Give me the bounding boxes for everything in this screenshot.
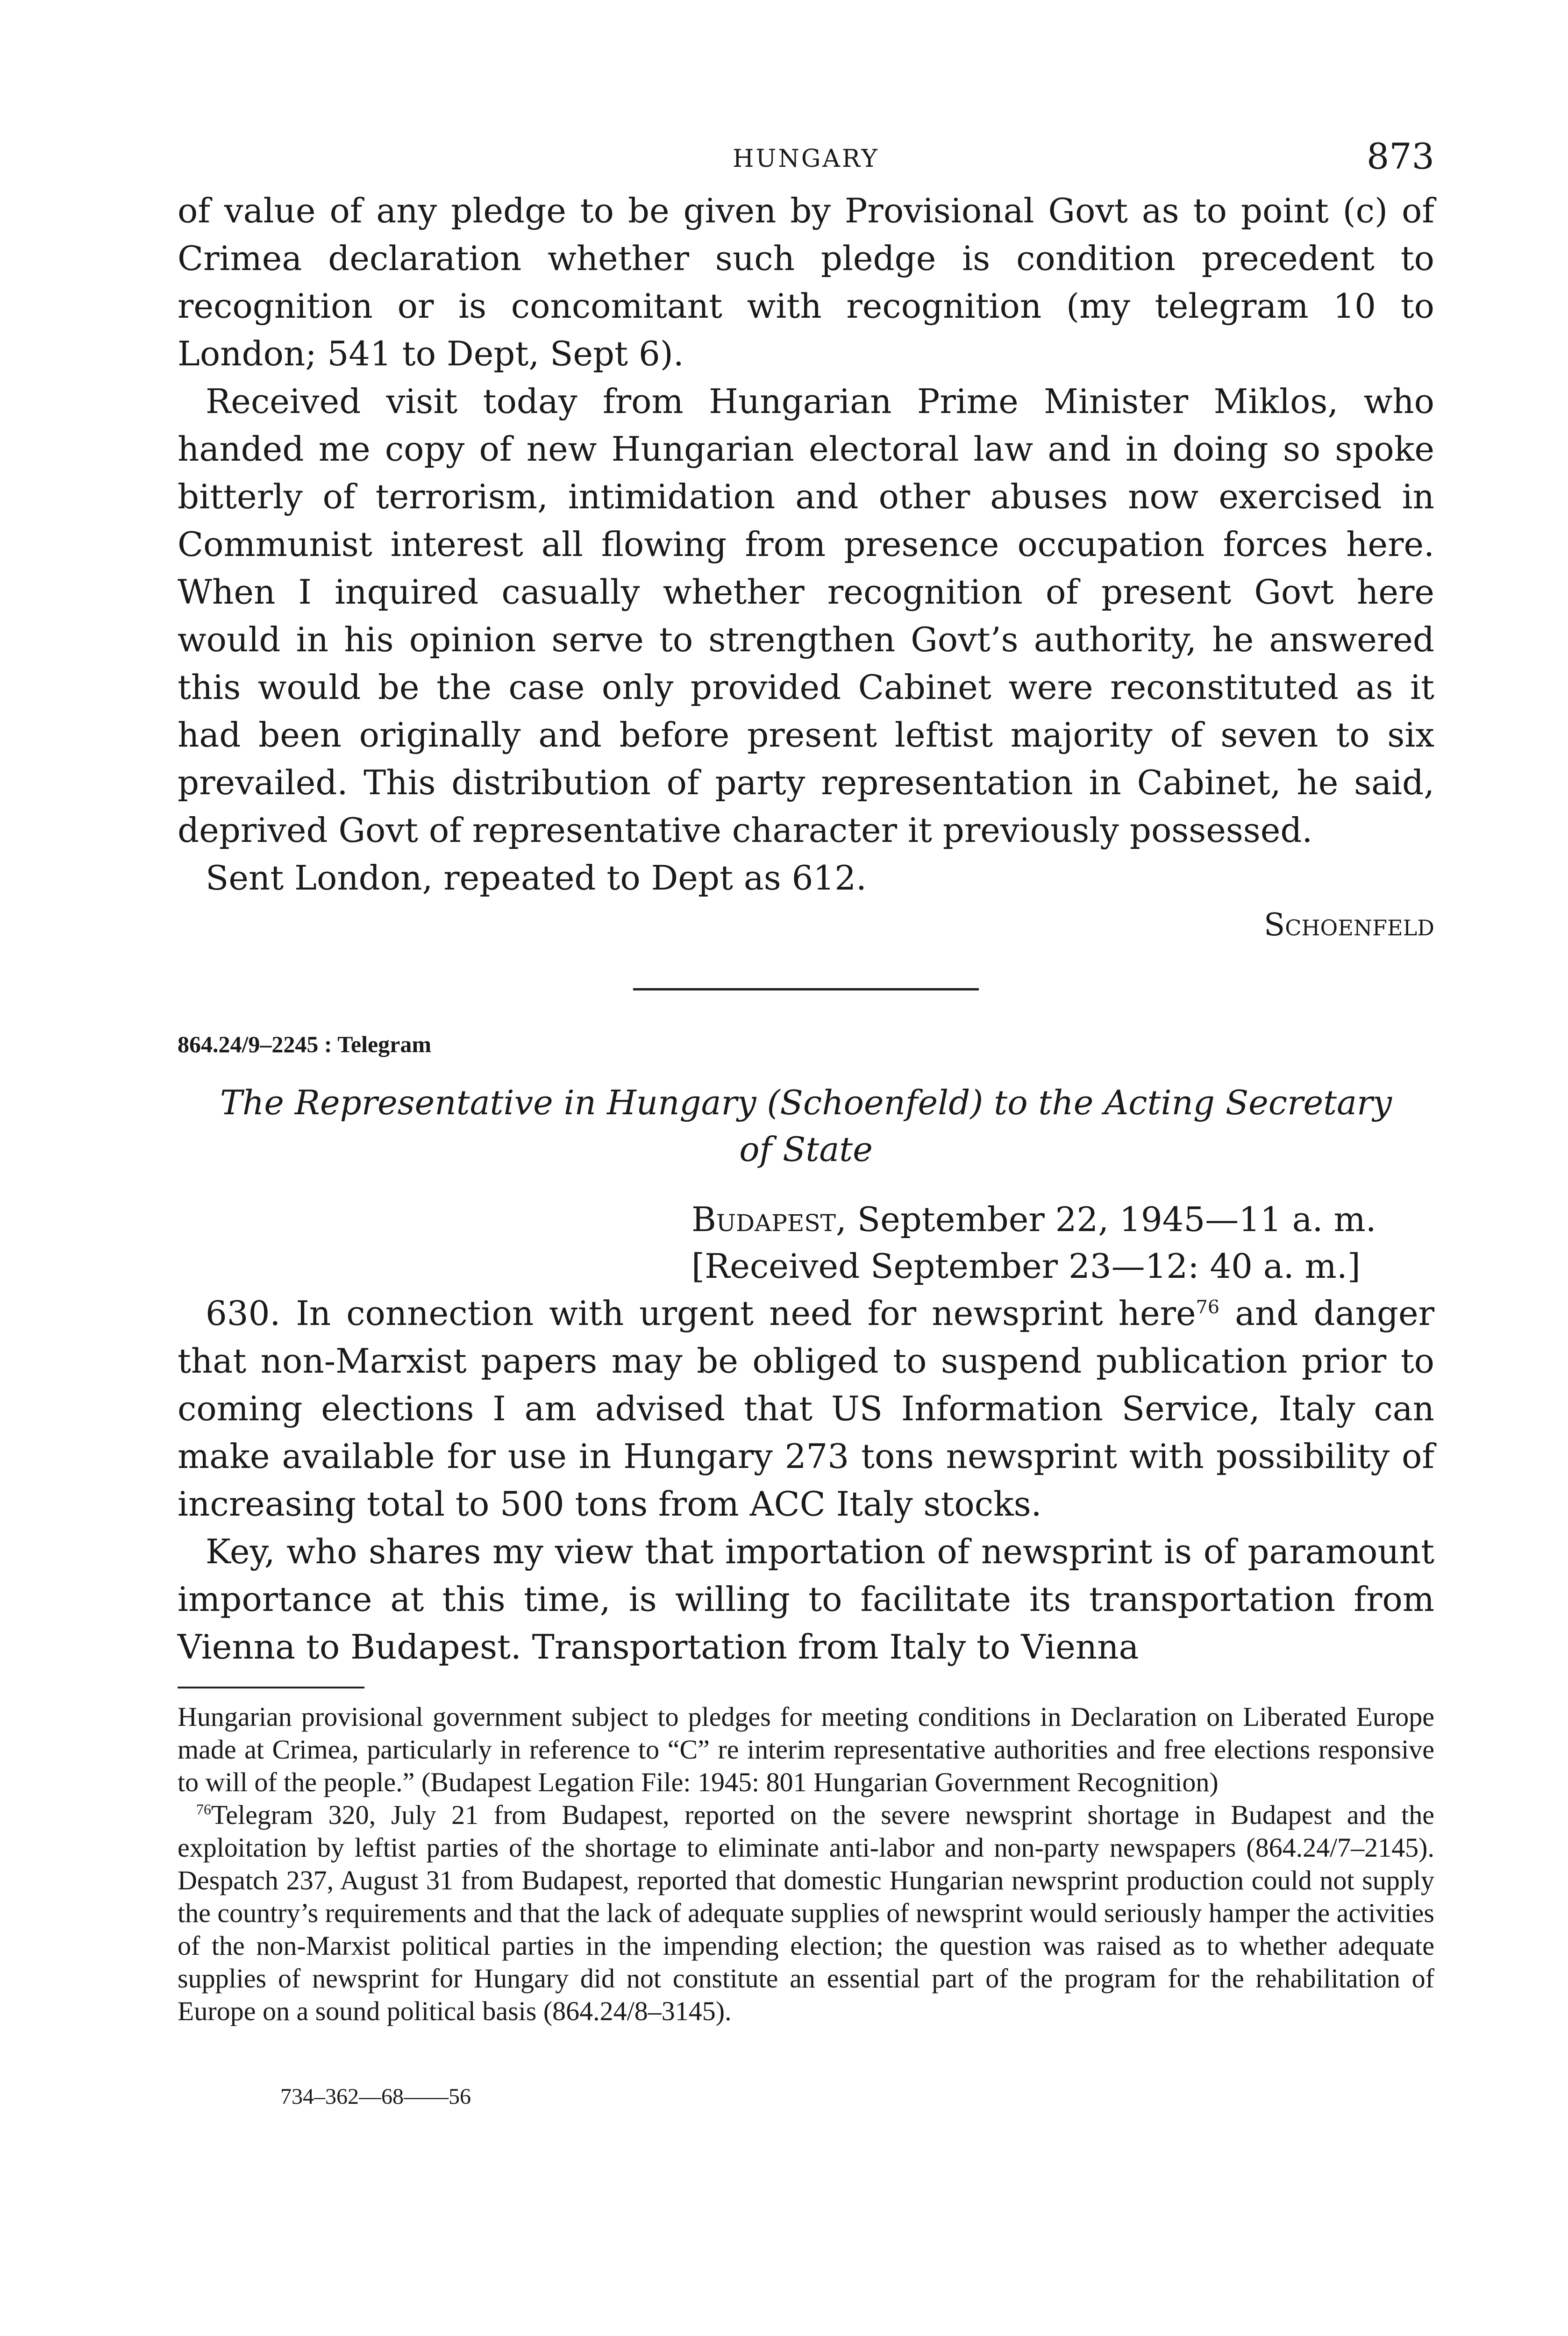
paragraph-630-rest: and danger that non-Marxist papers may be obliged to suspend publication prior to coming elections I am advised that US Information Service, Italy can make available for use in Hungary 273 tons newsprint with possibility of increasing total to 500 tons from ACC Italy stocks.: [178, 1294, 1435, 1524]
paragraph-630: [178, 1289, 1434, 1528]
section-divider: [633, 988, 979, 990]
page-number: 873: [1366, 135, 1434, 177]
paragraph-miklos-visit: Received visit today from Hungarian Prime Minister Miklos, who handed me copy of new Hungarian electoral law and in doing so spoke bitterly of terrorism, intimidation and other abuses now exercised in Communist interest all flowing from presence occupation forces here. When I inquired casually whether recognition of present Govt here would in his opinion serve to strengthen Govt’s authority, he answered this would be the case only provided Cabinet were reconstituted as it had been originally and before present leftist majority of seven to six prevailed. This distribution of party representation in Cabinet, he said, deprived Govt of representative character it previously possessed.: [178, 382, 1434, 850]
footnote-divider: [178, 1687, 364, 1688]
running-header: [178, 135, 1434, 178]
paragraph-sent-london: Sent London, repeated to Dept as 612.: [206, 858, 867, 897]
dateline-city: Budapest,: [691, 1200, 847, 1239]
dateline-date: September 22, 1945—11 a. m.: [857, 1200, 1376, 1239]
footnotes: [178, 1701, 1434, 2028]
printer-code: 734–362—68——56: [280, 2084, 471, 2109]
paragraph-630-start: 630. In connection with urgent need for newsprint here: [206, 1294, 1196, 1333]
dateline-sent: [691, 1196, 1434, 1243]
footnote-76-number: 76: [196, 1801, 211, 1818]
document-title: [178, 1079, 1434, 1173]
document-page: [178, 135, 1434, 2109]
footnote-76: [178, 1799, 1434, 2028]
paragraph-key: Key, who shares my view that importation of newsprint is of paramount importance at this time, is willing to facilitate its transportation from Vienna to Budapest. Transportation from Italy to Vienna: [178, 1532, 1434, 1667]
file-reference: 864.24/9–2245 : Telegram: [178, 1031, 432, 1057]
footnote-ref-76: 76: [1196, 1296, 1220, 1318]
dateline: [691, 1196, 1434, 1289]
document-title-line2: of State: [739, 1130, 873, 1169]
paragraph-continued: of value of any pledge to be given by Provisional Govt as to point (c) of Crimea declaration whether such pledge is condition precedent to recognition or is concomitant with recognition (my telegram 10 to London; 541 to Dept, Sept 6).: [178, 191, 1434, 373]
document-title-line1: The Representative in Hungary (Schoenfeld) to the Acting Secretary: [220, 1083, 1392, 1122]
signature: Schoenfeld: [1264, 907, 1434, 943]
dateline-received: [Received September 23—12: 40 a. m.]: [691, 1246, 1361, 1286]
running-title: HUNGARY: [733, 145, 879, 173]
footnote-76-text: Telegram 320, July 21 from Budapest, reported on the severe newsprint shortage in Budapest and the exploitation by leftist parties of the shortage to eliminate anti-labor and non-party newspapers (864.24/7–2145). Despatch 237, August 31 from Budapest, reported that domestic Hungarian newsprint production could not supply the country’s requirements and that the lack of adequate supplies of newsprint would seriously hamper the activities of the non-Marxist political parties in the impending election; the question was raised as to whether adequate supplies of newsprint for Hungary did not constitute an essential part of the program for the rehabilitation of Europe on a sound political basis (864.24/8–3145).: [178, 1800, 1434, 2026]
footnote-continued: Hungarian provisional government subject to pledges for meeting conditions in Declaration on Liberated Europe made at Crimea, particularly in reference to “C” re interim representative authorities and free elections responsive to will of the people.” (Budapest Legation File: 1945: 801 Hungarian Government Recognition): [178, 1702, 1434, 1797]
